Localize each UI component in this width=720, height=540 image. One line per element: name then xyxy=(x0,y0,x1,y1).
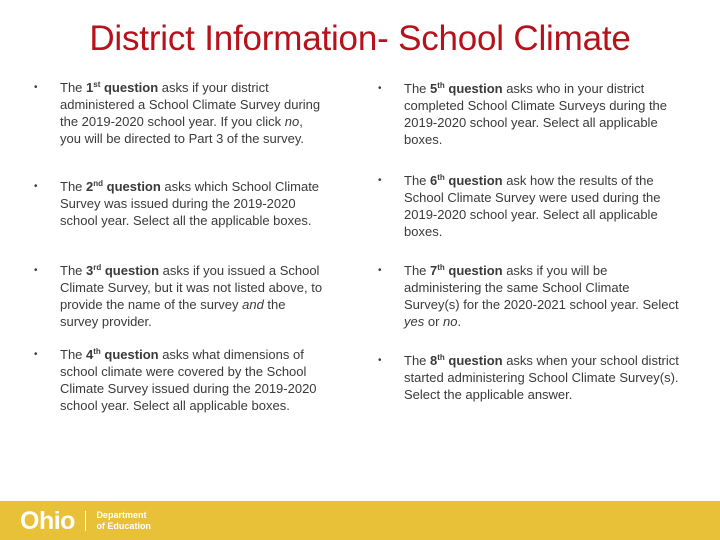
bullet-marker: • xyxy=(378,175,382,186)
bullet-text: The 1st question asks if your district administered a School Climate Survey during the 2019-2020 school year. If you click no, you will be directed to Part 3 of the survey. xyxy=(60,80,321,146)
bullet-marker: • xyxy=(378,355,382,366)
bullet-marker: • xyxy=(34,181,38,192)
bullet-marker: • xyxy=(34,82,38,93)
bullet-item xyxy=(378,262,682,330)
logo-divider xyxy=(85,511,87,531)
bullet-item xyxy=(378,352,682,403)
bullet-marker: • xyxy=(34,349,38,360)
bullet-text: The 3rd question asks if you issued a School Climate Survey, but it was not listed above, to provide the name of the survey and the survey provider. xyxy=(60,263,323,329)
bullet-text: The 6th question ask how the results of the School Climate Survey were used during the 2019-2020 school year. Select all applicable boxes. xyxy=(404,173,661,239)
logo-department-text: Department of Education xyxy=(96,510,151,531)
bullet-item xyxy=(34,79,324,147)
bullet-text: The 7th question asks if you will be administering the same School Climate Survey(s) for the 2020-2021 school year. Select yes or no. xyxy=(404,263,679,329)
bullet-marker: • xyxy=(34,265,38,276)
bullet-text: The 8th question asks when your school district started administering School Climate Survey(s). Select the applicable answer. xyxy=(404,353,679,402)
bullet-item xyxy=(34,346,324,414)
page-title: District Information- School Climate xyxy=(89,19,631,58)
bullet-item xyxy=(34,178,324,229)
bullet-marker: • xyxy=(378,83,382,94)
ohio-logo-wordmark: Ohio xyxy=(20,506,75,535)
bullet-item xyxy=(378,80,682,148)
bullet-marker: • xyxy=(378,265,382,276)
bullet-text: The 4th question asks what dimensions of school climate were covered by the School Climate Survey issued during the 2019-2020 school year. Select all applicable boxes. xyxy=(60,347,317,413)
bullet-item xyxy=(378,172,682,240)
bullet-text: The 5th question asks who in your district completed School Climate Surveys during the 2019-2020 school year. Select all applicable boxes. xyxy=(404,81,668,147)
bullet-item xyxy=(34,262,324,330)
ohio-education-logo xyxy=(20,506,151,536)
bullet-text: The 2nd question asks which School Climate Survey was issued during the 2019-2020 school year. Select all the applicable boxes. xyxy=(60,179,320,228)
footer-bar xyxy=(0,501,720,540)
